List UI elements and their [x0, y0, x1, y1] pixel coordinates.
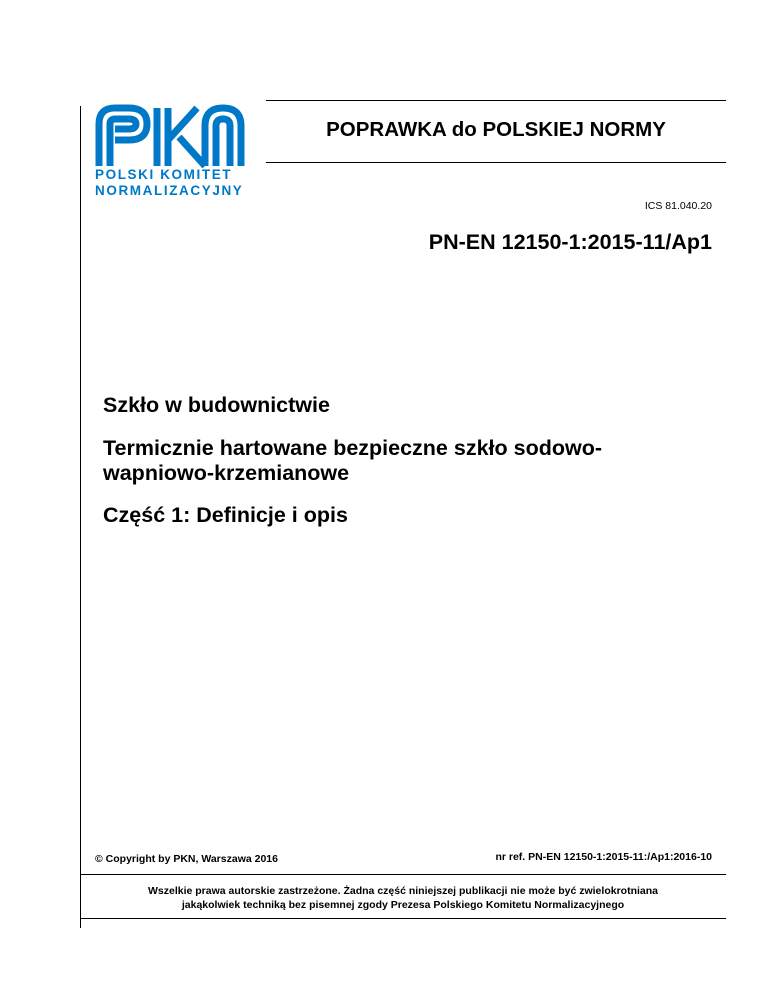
- subject-title-line2b: wapniowo-krzemianowe: [103, 461, 350, 485]
- footer-rule-bottom: [80, 918, 726, 919]
- document-type-title: POPRAWKA do POLSKIEJ NORMY: [326, 118, 666, 141]
- pkn-logo-mark: [93, 102, 258, 168]
- logo-text-line1: POLSKI KOMITET: [95, 167, 233, 182]
- reference-number: nr ref. PN-EN 12150-1:2015-11:/Ap1:2016-10: [495, 851, 712, 863]
- copyright-notice: © Copyright by PKN, Warszawa 2016: [95, 853, 278, 865]
- subject-title-line3: Część 1: Definicje i opis: [103, 503, 348, 527]
- header-rule-bottom: [266, 162, 726, 163]
- logo-text-line2: NORMALIZACYJNY: [95, 183, 244, 198]
- subject-title-line2a: Termicznie hartowane bezpieczne szkło sodowo-: [103, 436, 602, 460]
- standard-number: PN-EN 12150-1:2015-11/Ap1: [428, 230, 712, 254]
- rights-statement: [80, 884, 726, 912]
- left-margin-rule: [80, 106, 81, 928]
- rights-line2: jakąkolwiek techniką bez pisemnej zgody Prezesa Polskiego Komitetu Normalizacyjnego: [181, 899, 625, 911]
- ics-code: ICS 81.040.20: [644, 200, 712, 212]
- header-rule-top: [266, 100, 726, 101]
- footer-rule-top: [80, 874, 726, 875]
- subject-title-line1: Szkło w budownictwie: [103, 393, 330, 417]
- pkn-logo: [93, 102, 268, 202]
- rights-line1: Wszelkie prawa autorskie zastrzeżone. Żadna część niniejszej publikacji nie może być zwielokrotniana: [147, 885, 658, 897]
